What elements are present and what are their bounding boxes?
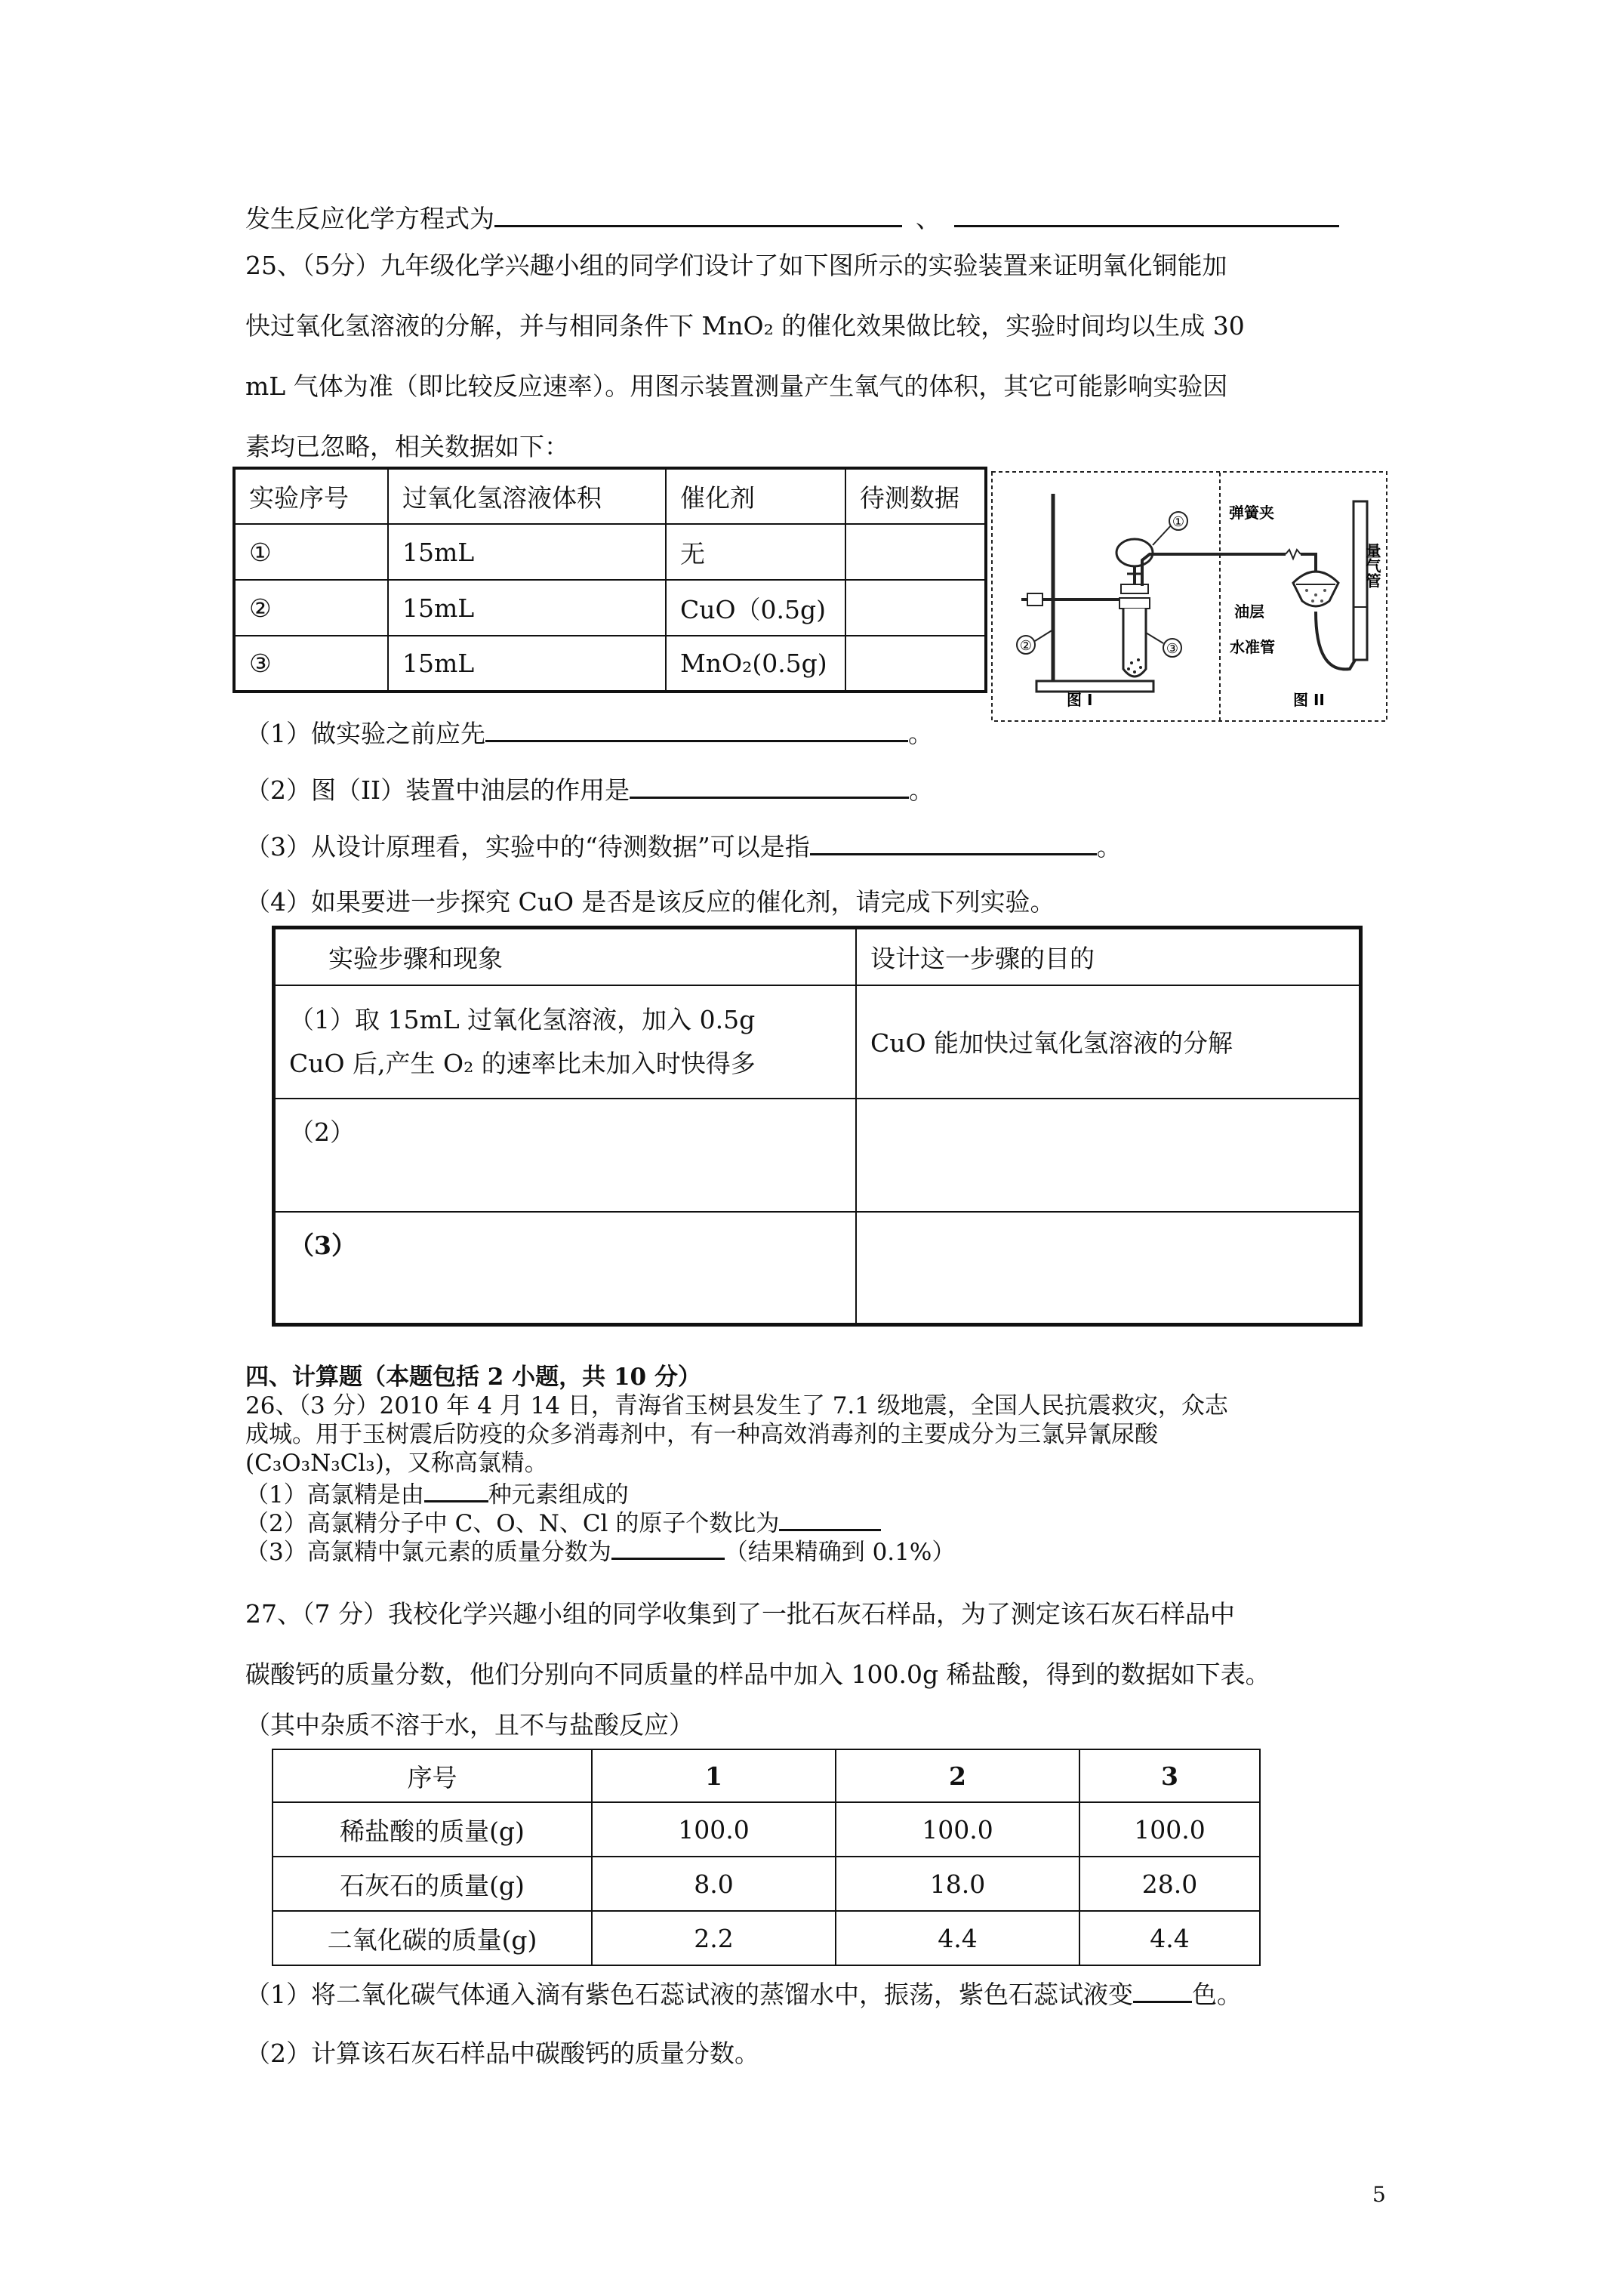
q27-intro-2: 碳酸钙的质量分数，他们分别向不同质量的样品中加入 100.0g 稀盐酸，得到的数据如下表。 <box>245 1660 1270 1689</box>
answer-blank[interactable] <box>611 1535 725 1560</box>
table-cell <box>845 636 986 692</box>
table-cell: 28.0 <box>1079 1857 1260 1911</box>
label-2: ② <box>1019 638 1033 654</box>
table-cell: （3） <box>274 1212 857 1325</box>
q27-intro-1: 27、（7 分）我校化学兴趣小组的同学收集到了一批石灰石样品，为了测定该石灰石样品中 <box>245 1599 1235 1629</box>
answer-blank[interactable] <box>494 202 902 227</box>
table-cell: 无 <box>666 524 845 580</box>
table-cell: 18.0 <box>836 1857 1079 1911</box>
table-cell: 稀盐酸的质量(g) <box>273 1802 592 1857</box>
label-3: ③ <box>1166 641 1179 657</box>
table-cell: 二氧化碳的质量(g) <box>273 1911 592 1965</box>
table-cell: CuO 能加快过氧化氢溶液的分解 <box>856 985 1361 1099</box>
q25-intro-4: 素均已忽略，相关数据如下： <box>245 432 569 461</box>
q25-intro-3: mL 气体为准（即比较反应速率）。用图示装置测量产生氧气的体积，其它可能影响实验因 <box>245 371 1228 401</box>
gas-burette-label: 量气管 <box>1363 543 1381 588</box>
answer-blank[interactable] <box>1133 1978 1192 2003</box>
table-header: 3 <box>1079 1749 1260 1802</box>
table-cell: ③ <box>234 636 388 692</box>
q26-intro-2: 成城。用于玉树震后防疫的众多消毒剂中，有一种高效消毒剂的主要成分为三氯异氰尿酸 <box>245 1421 1158 1448</box>
figure-2-caption: 图 II <box>1293 691 1325 709</box>
table-cell: ② <box>234 580 388 636</box>
table-header: 序号 <box>273 1749 592 1802</box>
table-cell: 4.4 <box>836 1911 1079 1965</box>
table-header: 1 <box>592 1749 836 1802</box>
table-cell: 15mL <box>388 524 666 580</box>
q26-intro-3: (C₃O₃N₃Cl₃)，又称高氯精。 <box>245 1450 548 1477</box>
table-header: 过氧化氢溶液体积 <box>388 468 666 524</box>
table-cell: 100.0 <box>836 1802 1079 1857</box>
q25-sub4: （4）如果要进一步探究 CuO 是否是该反应的催化剂，请完成下列实验。 <box>245 887 1055 917</box>
table-header: 催化剂 <box>666 468 845 524</box>
apparatus-figure <box>991 471 1387 722</box>
table-cell[interactable] <box>856 1212 1361 1325</box>
table-cell: 100.0 <box>592 1802 836 1857</box>
q25-sub3: （3）从设计原理看，实验中的“待测数据”可以是指 。 <box>245 832 1122 861</box>
clip-label: 弹簧夹 <box>1229 504 1274 522</box>
answer-blank[interactable] <box>779 1506 881 1531</box>
limestone-table <box>272 1749 1261 1966</box>
label-1: ① <box>1172 514 1185 530</box>
table-cell[interactable] <box>856 1099 1361 1212</box>
answer-blank[interactable] <box>810 831 1097 855</box>
experiment-table <box>233 467 987 693</box>
table-cell: （1）取 15mL 过氧化氢溶液，加入 0.5g CuO 后,产生 O₂ 的速率比未加入时快得多 <box>274 985 857 1099</box>
q27-intro-3: （其中杂质不溶于水，且不与盐酸反应） <box>245 1710 694 1740</box>
q25-sub1: （1）做实验之前应先 。 <box>245 719 933 748</box>
table-cell: 8.0 <box>592 1857 836 1911</box>
table-cell <box>845 524 986 580</box>
q24-equation-line: 发生反应化学方程式为 、 <box>245 202 1339 234</box>
table-cell: 2.2 <box>592 1911 836 1965</box>
q26-sub1: （1）高氯精是由 种元素组成的 <box>245 1478 629 1509</box>
table-cell <box>845 580 986 636</box>
table-header: 实验步骤和现象 <box>274 928 857 985</box>
answer-blank[interactable] <box>424 1478 488 1502</box>
page-number: 5 <box>1372 2182 1386 2207</box>
leveling-tube-label: 水准管 <box>1230 638 1275 656</box>
q26-intro-1: 26、（3 分）2010 年 4 月 14 日，青海省玉树县发生了 7.1 级地震，全国人民抗震救灾，众志 <box>245 1392 1228 1419</box>
step-table <box>272 926 1363 1327</box>
table-header: 2 <box>836 1749 1079 1802</box>
q27-sub2: （2）计算该石灰石样品中碳酸钙的质量分数。 <box>245 2039 759 2068</box>
table-cell: 15mL <box>388 580 666 636</box>
table-cell: MnO₂(0.5g) <box>666 636 845 692</box>
table-cell: CuO（0.5g) <box>666 580 845 636</box>
section-4-title: 四、计算题（本题包括 2 小题，共 10 分） <box>245 1364 701 1391</box>
answer-blank[interactable] <box>630 774 909 799</box>
table-cell: 4.4 <box>1079 1911 1260 1965</box>
answer-blank[interactable] <box>485 717 908 742</box>
table-cell: 石灰石的质量(g) <box>273 1857 592 1911</box>
q26-sub3: （3）高氯精中氯元素的质量分数为 （结果精确到 0.1%） <box>245 1535 955 1567</box>
table-header: 待测数据 <box>845 468 986 524</box>
table-cell: 15mL <box>388 636 666 692</box>
answer-blank[interactable] <box>954 202 1339 227</box>
table-header: 设计这一步骤的目的 <box>856 928 1361 985</box>
q27-sub1: （1）将二氧化碳气体通入滴有紫色石蕊试液的蒸馏水中，振荡，紫色石蕊试液变 色。 <box>245 1980 1242 2009</box>
apparatus-diagram <box>991 471 1387 722</box>
oil-label: 油层 <box>1234 603 1264 621</box>
q25-sub2: （2）图（II）装置中油层的作用是 。 <box>245 775 935 805</box>
figure-1-caption: 图 I <box>1067 691 1093 709</box>
table-cell: ① <box>234 524 388 580</box>
table-header: 实验序号 <box>234 468 388 524</box>
table-cell: 100.0 <box>1079 1802 1260 1857</box>
table-cell: （2） <box>274 1099 857 1212</box>
q26-sub2: （2）高氯精分子中 C、O、N、Cl 的原子个数比为 <box>245 1506 881 1538</box>
q25-intro-1: 25、（5分）九年级化学兴趣小组的同学们设计了如下图所示的实验装置来证明氧化铜能加 <box>245 251 1227 280</box>
q25-intro-2: 快过氧化氢溶液的分解，并与相同条件下 MnO₂ 的催化效果做比较，实验时间均以生成 30 <box>245 311 1245 341</box>
